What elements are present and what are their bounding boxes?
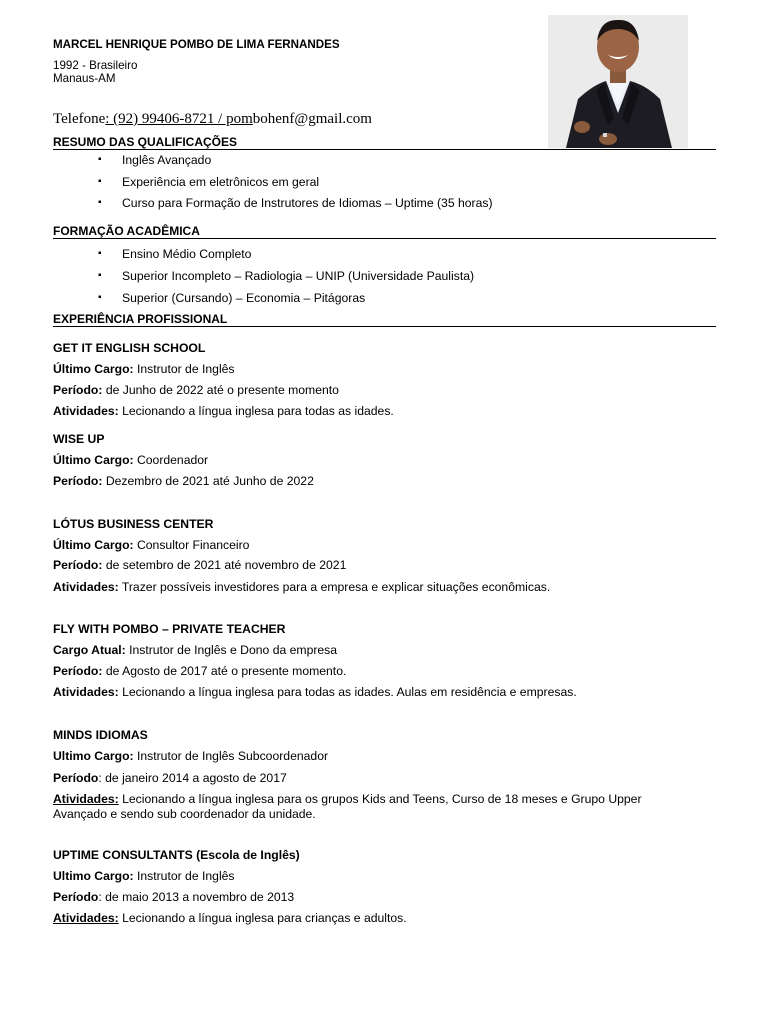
role-value: Coordenador [133, 453, 209, 467]
job-period [53, 383, 339, 397]
period-value: de setembro de 2021 até novembro de 2021 [102, 558, 347, 572]
job-activities [53, 685, 577, 699]
activities-value: Lecionando a língua inglesa para crianças e adultos. [118, 911, 407, 925]
email-rest: bohenf@gmail.com [252, 111, 372, 127]
job-company: MINDS IDIOMAS [53, 728, 148, 742]
job-activities [53, 580, 550, 594]
role-value: Instrutor de Inglês [133, 869, 235, 883]
city: Manaus-AM [53, 72, 116, 85]
job-company: FLY WITH POMBO – PRIVATE TEACHER [53, 622, 286, 636]
job-period [53, 664, 346, 678]
experience-heading: EXPERIÊNCIA PROFISSIONAL [53, 312, 716, 327]
role-label: Último Cargo: [53, 362, 134, 376]
job-activities [53, 792, 693, 821]
list-item: Inglês Avançado [122, 153, 212, 167]
job-period [53, 558, 346, 572]
job-activities [53, 911, 407, 925]
period-value: de Junho de 2022 até o presente momento [102, 383, 339, 397]
job-role [53, 453, 208, 467]
activities-label: Atividades: [53, 911, 119, 925]
period-value: : de maio 2013 a novembro de 2013 [98, 890, 295, 904]
period-value: : de janeiro 2014 a agosto de 2017 [98, 771, 287, 785]
job-company: UPTIME CONSULTANTS (Escola de Inglês) [53, 848, 300, 862]
job-period [53, 890, 294, 904]
list-item: Ensino Médio Completo [122, 247, 252, 261]
role-value: Consultor Financeiro [133, 538, 250, 552]
education-heading: FORMAÇÃO ACADÊMICA [53, 224, 716, 239]
role-label: Último Cargo: [53, 453, 134, 467]
bullet-icon: ▪ [98, 154, 102, 165]
job-role [53, 538, 249, 552]
activities-label: Atividades: [53, 792, 119, 806]
activities-label: Atividades: [53, 685, 119, 699]
phone-label: Telefone [53, 111, 106, 127]
period-value: de Agosto de 2017 até o presente momento. [102, 664, 347, 678]
bullet-icon: ▪ [98, 176, 102, 187]
period-label: Período: [53, 474, 103, 488]
candidate-name: MARCEL HENRIQUE POMBO DE LIMA FERNANDES [53, 38, 340, 51]
job-role [53, 362, 235, 376]
activities-value: Trazer possíveis investidores para a empresa e explicar situações econômicas. [118, 580, 551, 594]
role-label: Último Cargo: [53, 538, 134, 552]
activities-value: Lecionando a língua inglesa para todas as idades. [118, 404, 394, 418]
job-role [53, 869, 235, 883]
list-item: Experiência em eletrônicos em geral [122, 175, 320, 189]
activities-value: Lecionando a língua inglesa para todas as idades. Aulas em residência e empresas. [118, 685, 577, 699]
list-item: Superior (Cursando) – Economia – Pitágoras [122, 291, 366, 305]
period-label: Período [53, 771, 99, 785]
contact-line [53, 111, 372, 128]
period-label: Período [53, 890, 99, 904]
bullet-icon: ▪ [98, 292, 102, 303]
period-label: Período: [53, 558, 103, 572]
role-label: Cargo Atual: [53, 643, 126, 657]
period-label: Período: [53, 664, 103, 678]
role-label: Ultimo Cargo: [53, 869, 134, 883]
list-item: Curso para Formação de Instrutores de Idiomas – Uptime (35 horas) [122, 196, 493, 210]
birth-nationality: 1992 - Brasileiro [53, 59, 138, 72]
job-role [53, 643, 337, 657]
job-activities [53, 404, 394, 418]
job-period [53, 771, 287, 785]
bullet-icon: ▪ [98, 270, 102, 281]
activities-label: Atividades: [53, 580, 119, 594]
activities-label: Atividades: [53, 404, 119, 418]
job-period [53, 474, 314, 488]
list-item: Superior Incompleto – Radiologia – UNIP (Universidade Paulista) [122, 269, 475, 283]
job-company: LÓTUS BUSINESS CENTER [53, 517, 214, 531]
job-company: GET IT ENGLISH SCHOOL [53, 341, 206, 355]
role-value: Instrutor de Inglês Subcoordenador [133, 749, 329, 763]
activities-value: Lecionando a língua inglesa para os grupos Kids and Teens, Curso de 18 meses e Grupo Upper Avançado e sendo sub coordenador da unidade. [53, 792, 642, 821]
bullet-icon: ▪ [98, 248, 102, 259]
period-label: Período: [53, 383, 103, 397]
period-value: Dezembro de 2021 até Junho de 2022 [102, 474, 314, 488]
profile-photo [548, 15, 688, 148]
role-value: Instrutor de Inglês e Dono da empresa [125, 643, 338, 657]
job-role [53, 749, 328, 763]
bullet-icon: ▪ [98, 197, 102, 208]
role-label: Ultimo Cargo: [53, 749, 134, 763]
phone-email-link[interactable]: : (92) 99406-8721 / pom [105, 111, 253, 127]
job-company: WISE UP [53, 432, 105, 446]
qualifications-heading: RESUMO DAS QUALIFICAÇÕES [53, 135, 716, 150]
role-value: Instrutor de Inglês [133, 362, 235, 376]
